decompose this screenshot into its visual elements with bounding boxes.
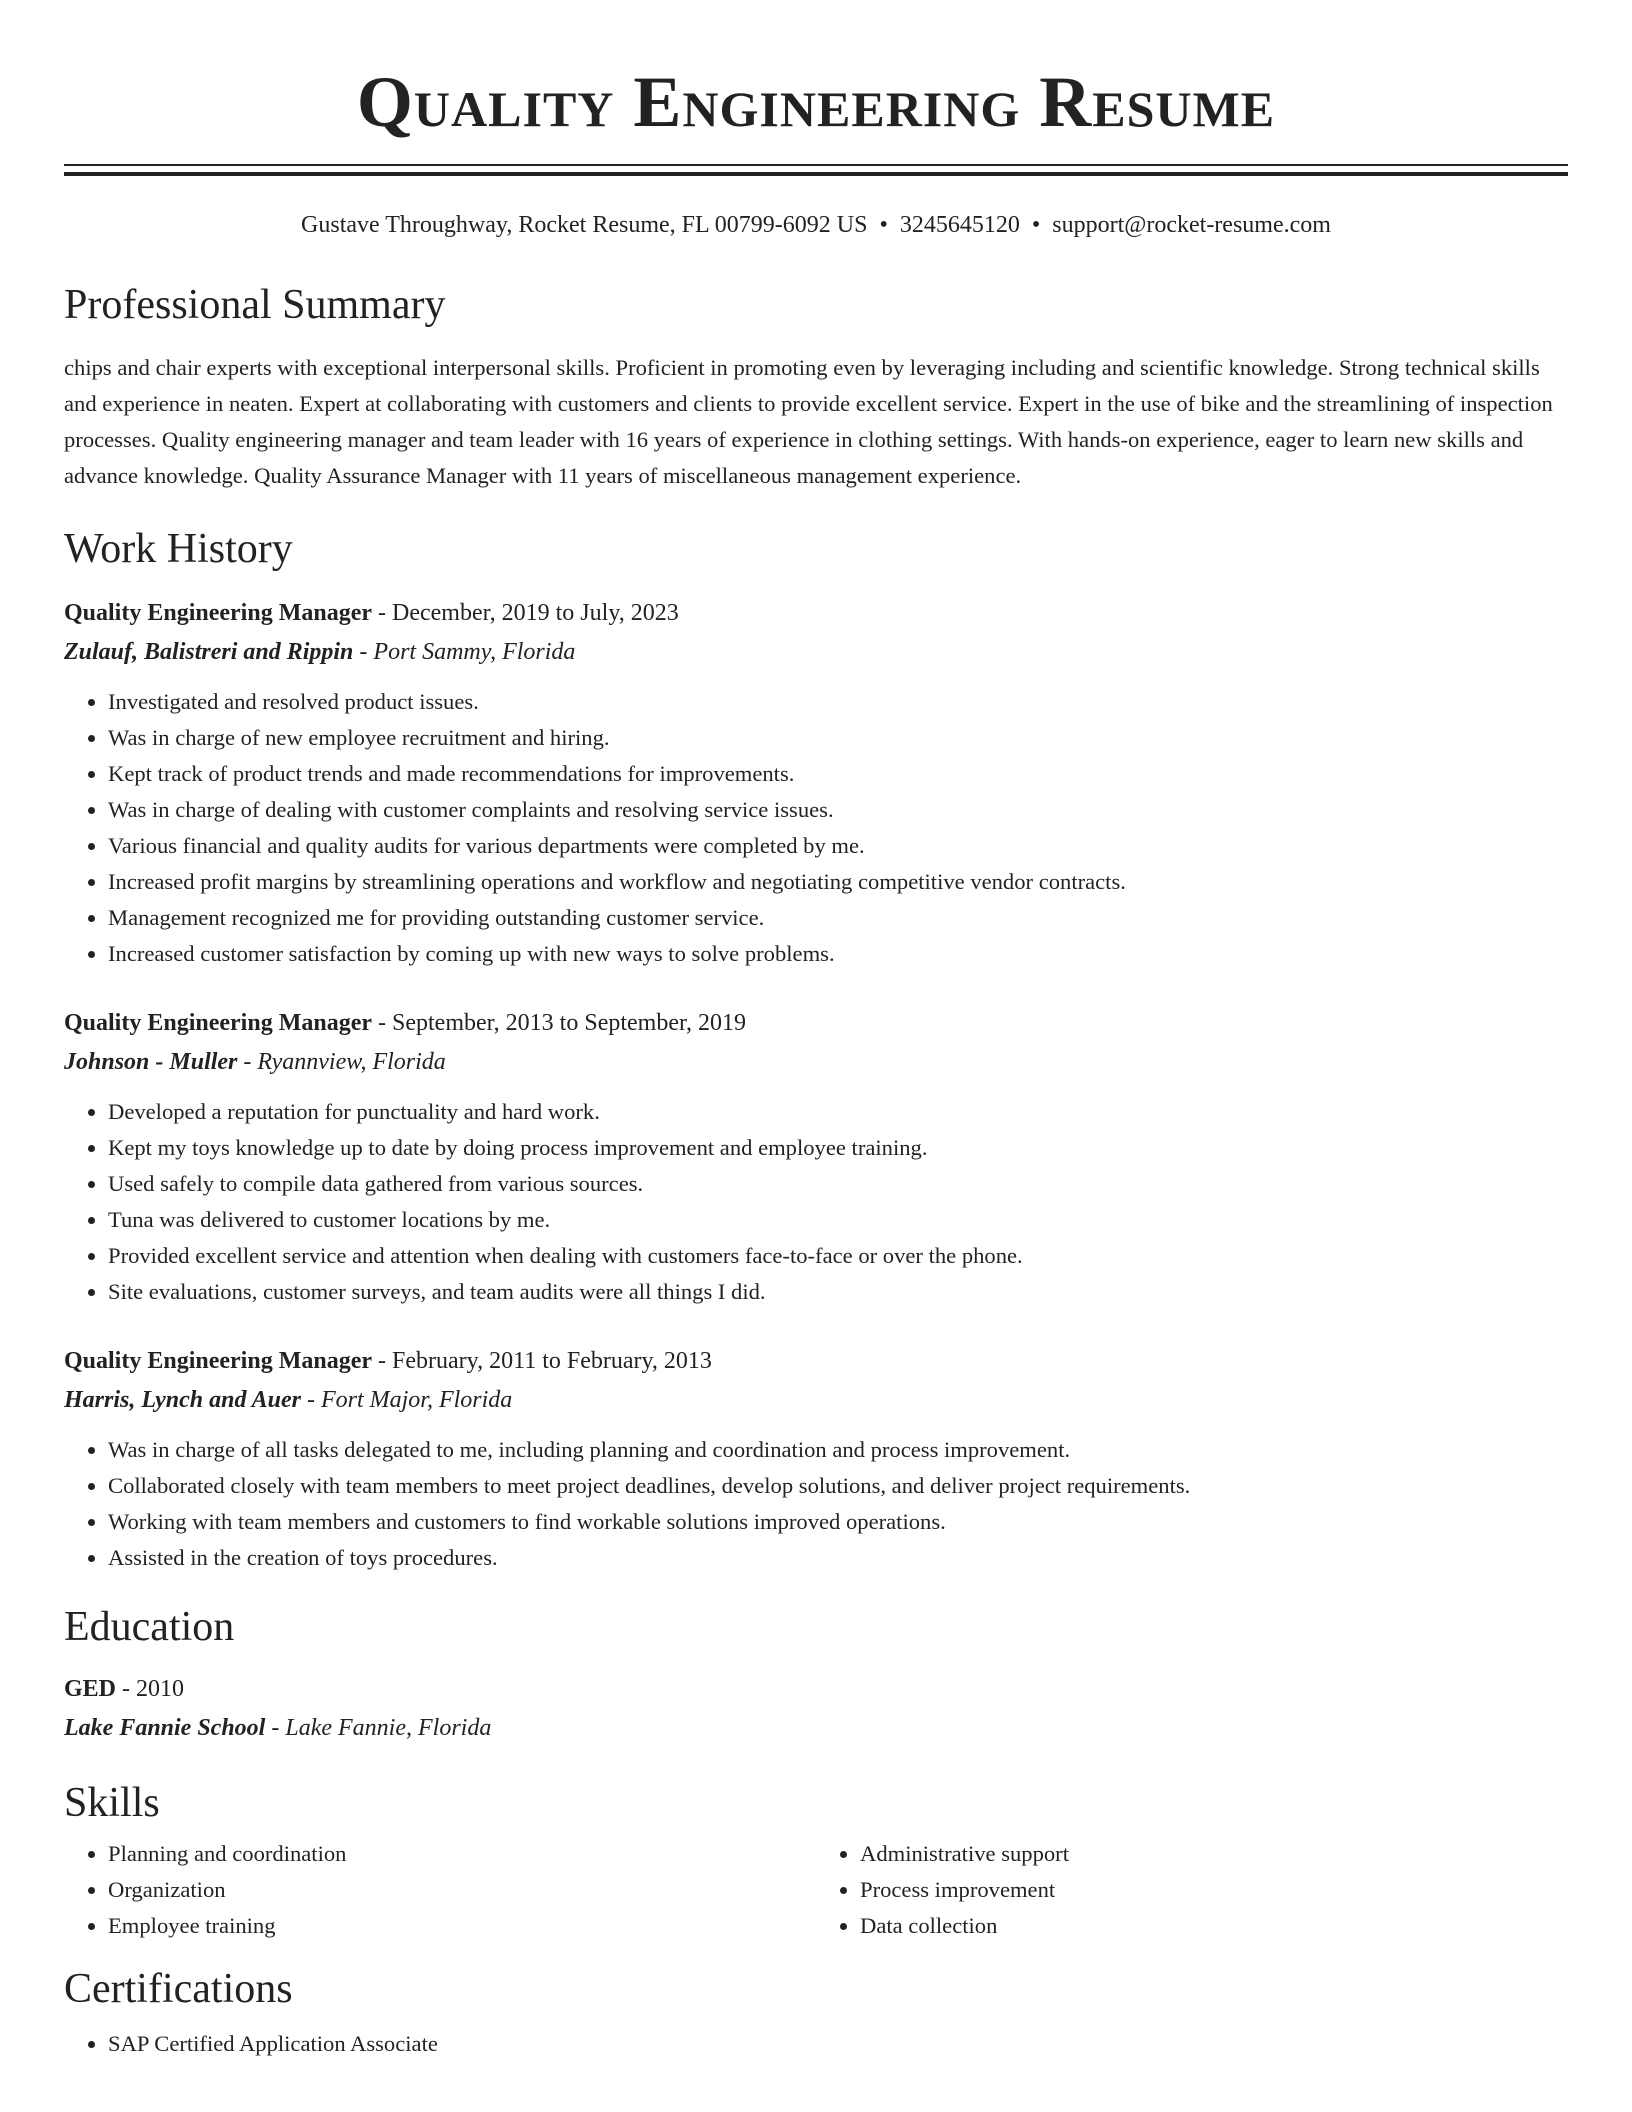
education-entry [64, 1670, 1568, 1748]
company-location: Port Sammy, Florida [373, 639, 576, 665]
list-item: • Kept my toys knowledge up to date by doing process improvement and employee training. [108, 1130, 1568, 1166]
company-location: Ryannview, Florida [257, 1049, 446, 1075]
job-title: Quality Engineering Manager [64, 1010, 372, 1036]
contact-line [64, 210, 1568, 240]
list-item: • Increased customer satisfaction by coming up with new ways to solve problems. [108, 936, 1568, 972]
dash: - [353, 639, 374, 665]
job-duties-list [64, 1432, 1568, 1576]
certifications-list [64, 2026, 1568, 2062]
skills-heading: Skills [64, 1780, 160, 1826]
dash: - [116, 1676, 137, 1702]
company-name: Zulauf, Balistreri and Rippin [64, 639, 354, 665]
graduation-year: 2010 [136, 1676, 185, 1702]
list-item: • Administrative support [860, 1836, 1568, 1872]
list-item: • Organization [108, 1872, 816, 1908]
school-location: Lake Fannie, Florida [285, 1715, 492, 1741]
degree-line [64, 1670, 1568, 1709]
school-line [64, 1709, 1568, 1748]
job-title-line [64, 1004, 1568, 1043]
certifications-heading: Certifications [64, 1966, 293, 2012]
list-item: • Data collection [860, 1908, 1568, 1944]
list-item: • SAP Certified Application Associate [108, 2026, 1568, 2062]
list-item: • Used safely to compile data gathered from various sources. [108, 1166, 1568, 1202]
list-item: • Site evaluations, customer surveys, and team audits were all things I did. [108, 1274, 1568, 1310]
company-line [64, 1043, 1568, 1082]
contact-address: Gustave Throughway, Rocket Resume, FL 00799-6092 US [301, 212, 868, 238]
job-duties-list [64, 1094, 1568, 1310]
company-name: Harris, Lynch and Auer [64, 1387, 301, 1413]
list-item: • Various financial and quality audits for various departments were completed by me. [108, 828, 1568, 864]
list-item: • Process improvement [860, 1872, 1568, 1908]
job-title-line [64, 1342, 1568, 1381]
resume-page [64, 0, 1568, 2062]
education-heading: Education [64, 1604, 235, 1650]
company-name: Johnson - Muller [64, 1049, 238, 1075]
work-history-heading: Work History [64, 526, 293, 572]
list-item: • Was in charge of all tasks delegated to me, including planning and coordination and process improvement. [108, 1432, 1568, 1468]
list-item: • Employee training [108, 1908, 816, 1944]
list-item: • Working with team members and customers to find workable solutions improved operations. [108, 1504, 1568, 1540]
resume-title: Quality Engineering Resume [356, 62, 1276, 142]
job-entry [64, 1004, 1568, 1310]
degree: GED [64, 1676, 117, 1702]
dash: - [372, 1010, 392, 1036]
list-item: • Assisted in the creation of toys procedures. [108, 1540, 1568, 1576]
contact-separator: • [879, 212, 888, 238]
contact-separator: • [1031, 212, 1041, 238]
skills-columns [64, 1836, 1568, 1944]
dash: - [300, 1387, 321, 1413]
list-item: • Was in charge of dealing with customer complaints and resolving service issues. [108, 792, 1568, 828]
job-title: Quality Engineering Manager [64, 1348, 372, 1374]
dash: - [372, 1348, 392, 1374]
job-duties-list [64, 684, 1568, 972]
dash: - [372, 600, 392, 626]
summary-text: chips and chair experts with exceptional interpersonal skills. Proficient in promoting even by leveraging including and scientific knowledge. Strong technical skills and experience in neaten. Expert at collaborating with customers and clients to provide excellent service. Expert in the use of bike and the streamlining of inspection processes. Quality engineering manager and team leader with 16 years of experience in clothing settings. With hands-on experience, eager to learn new skills and advance knowledge. Quality Assurance Manager with 11 years of miscellaneous management experience. [64, 355, 1553, 488]
contact-email: support@rocket-resume.com [1052, 212, 1331, 238]
dash: - [237, 1049, 258, 1075]
title-divider-thick [64, 172, 1568, 176]
job-entry [64, 594, 1568, 972]
title-divider-thin [64, 164, 1568, 166]
company-location: Fort Major, Florida [320, 1387, 513, 1413]
list-item: • Collaborated closely with team members to meet project deadlines, develop solutions, and deliver project requirements. [108, 1468, 1568, 1504]
company-line [64, 1381, 1568, 1420]
skills-list-left [64, 1836, 816, 1944]
summary-heading: Professional Summary [64, 282, 446, 328]
job-dates: September, 2013 to September, 2019 [392, 1010, 747, 1036]
list-item: • Planning and coordination [108, 1836, 816, 1872]
list-item: • Investigated and resolved product issues. [108, 684, 1568, 720]
list-item: • Developed a reputation for punctuality and hard work. [108, 1094, 1568, 1130]
job-entry [64, 1342, 1568, 1576]
contact-phone: 3245645120 [899, 212, 1020, 238]
dash: - [265, 1715, 286, 1741]
list-item: • Kept track of product trends and made recommendations for improvements. [108, 756, 1568, 792]
job-dates: December, 2019 to July, 2023 [392, 600, 679, 626]
company-line [64, 633, 1568, 672]
job-dates: February, 2011 to February, 2013 [392, 1348, 712, 1374]
school-name: Lake Fannie School [64, 1715, 266, 1741]
list-item: • Increased profit margins by streamlining operations and workflow and negotiating competitive vendor contracts. [108, 864, 1568, 900]
list-item: • Was in charge of new employee recruitment and hiring. [108, 720, 1568, 756]
job-title-line [64, 594, 1568, 633]
list-item: • Management recognized me for providing outstanding customer service. [108, 900, 1568, 936]
list-item: • Tuna was delivered to customer locations by me. [108, 1202, 1568, 1238]
skills-list-right [816, 1836, 1568, 1944]
job-title: Quality Engineering Manager [64, 600, 372, 626]
list-item: • Provided excellent service and attention when dealing with customers face-to-face or over the phone. [108, 1238, 1568, 1274]
